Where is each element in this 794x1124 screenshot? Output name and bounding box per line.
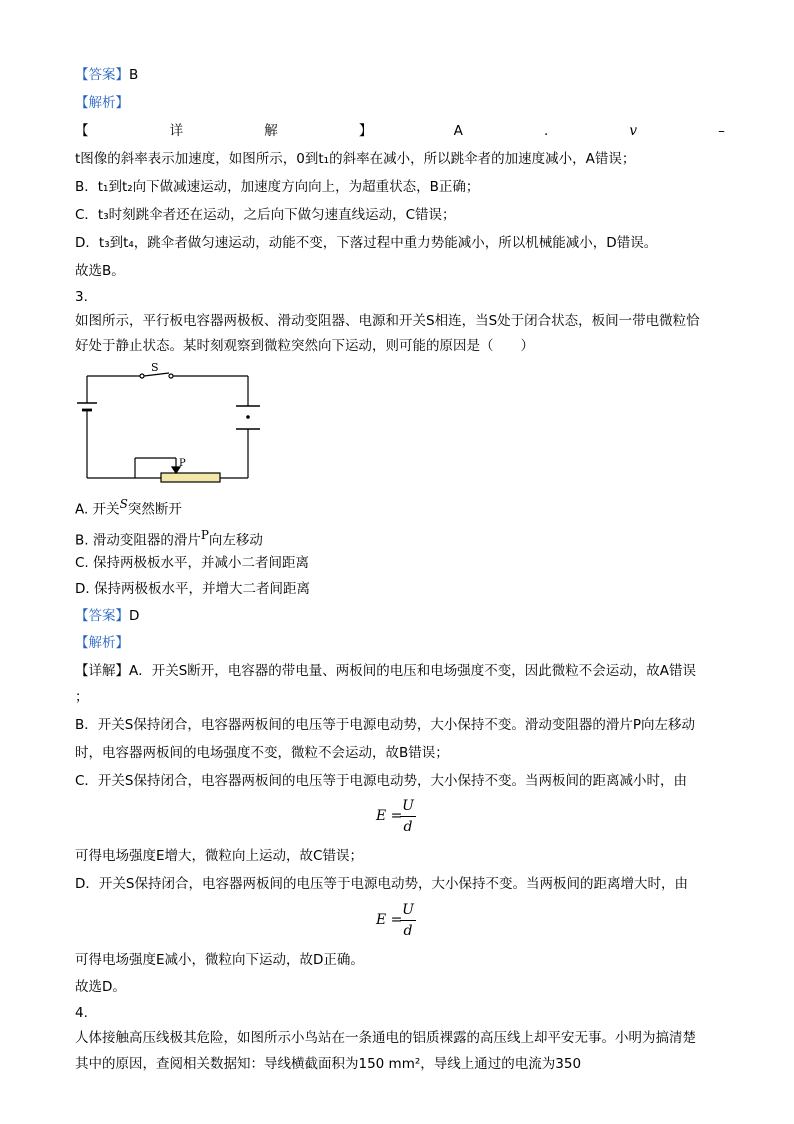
q4-stem-2: 其中的原因，查阅相关数据知：导线横截面积为150 mm²，导线上通过的电流为350 (75, 1056, 582, 1072)
formula-e-equals-u-over-d: E = U d (360, 796, 440, 840)
switch-label: S (151, 361, 159, 374)
q2-detail-b: B．t₁到t₂向下做减速运动，加速度方向向上，为超重状态，B正确； (75, 179, 480, 195)
bracket-close: 】 (358, 123, 373, 139)
q2-detail-a: t图像的斜率表示加速度，如图所示，0到t₁的斜率在减小，所以跳伞者的加速度减小，A错误； (75, 151, 636, 167)
q3-option-b: B. 滑动变阻器的滑片$^P$向左移动 (75, 528, 263, 549)
answer-label: 【答案】 (75, 67, 129, 83)
q3-detail-a-2: ； (75, 689, 89, 705)
q3-option-c: C. 保持两极板水平，并减小二者间距离 (75, 555, 310, 571)
q3-stem-2: 好处于静止状态。某时刻观察到微粒突然向下运动，则可能的原因是（ ） (75, 338, 534, 354)
circuit-diagram (75, 360, 275, 485)
q3-analysis-label: 【解析】 (75, 635, 129, 651)
q2-detail-d: D．t₃到t₄，跳伞者做匀速运动，动能不变，下落过程中重力势能减小，所以机械能减小，D错误。 (75, 235, 658, 251)
q3-detail-d-1: D．开关S保持闭合，电容器两板间的电压等于电源电动势，大小保持不变。当两板间的距离增大时，由 (75, 876, 688, 892)
q3-conclusion: 故选D。 (75, 979, 126, 995)
q2-conclusion: 故选B。 (75, 263, 125, 279)
q3-detail-c-1: C．开关S保持闭合，电容器两板间的电压等于电源电动势，大小保持不变。当两板间的距离减小时，由 (75, 773, 687, 789)
q4-stem-1: 人体接触高压线极其危险，如图所示小鸟站在一条通电的铝质裸露的高压线上却平安无事。小明为搞清楚 (75, 1030, 696, 1046)
detail-char-2: 解 (264, 123, 278, 139)
formula-e-equals-u-over-d-2: E = U d (360, 900, 440, 944)
q4-number: 4. (75, 1005, 88, 1021)
bracket-open: 【 (75, 123, 89, 139)
charged-particle (246, 415, 250, 419)
detail-char-1: 详 (169, 123, 184, 139)
var-v: v (629, 123, 638, 139)
slider-label: P (179, 458, 186, 469)
q3-detail-b-1: B．开关S保持闭合，电容器两板间的电压等于电源电动势，大小保持不变。滑动变阻器的滑片P向左移动 (75, 717, 695, 733)
answer-value: B (129, 67, 139, 83)
option-letter: A (453, 123, 463, 139)
q2-detail-c: C．t₃时刻跳伞者还在运动，之后向下做匀速直线运动，C错误； (75, 207, 456, 223)
q3-detail-b-2: 时，电容器两板间的电场强度不变，微粒不会运动，故B错误； (75, 745, 449, 761)
q3-number: 3. (75, 289, 88, 305)
q3-detail-a-1: 【详解】A．开关S断开，电容器的带电量、两板间的电压和电场强度不变，因此微粒不会运动，故A错误 (75, 663, 697, 679)
analysis-label: 【解析】 (75, 95, 129, 111)
q3-detail-c-2: 可得电场强度E增大，微粒向上运动，故C错误； (75, 848, 363, 864)
q3-option-a: A. 开关$^S$突然断开 (75, 497, 182, 518)
answer-row-q2 (75, 66, 725, 84)
dot: . (543, 123, 549, 139)
q3-detail-d-2: 可得电场强度E减小，微粒向下运动，故D正确。 (75, 952, 364, 968)
dash: – (718, 123, 725, 139)
q3-stem-1: 如图所示，平行板电容器两极板、滑动变阻器、电源和开关S相连，当S处于闭合状态，板间一带电微粒恰 (75, 313, 700, 329)
q3-option-d: D. 保持两极板水平，并增大二者间距离 (75, 581, 310, 597)
detail-header-spread (75, 122, 725, 140)
answer-row-q3: 【答案】D (75, 608, 140, 624)
